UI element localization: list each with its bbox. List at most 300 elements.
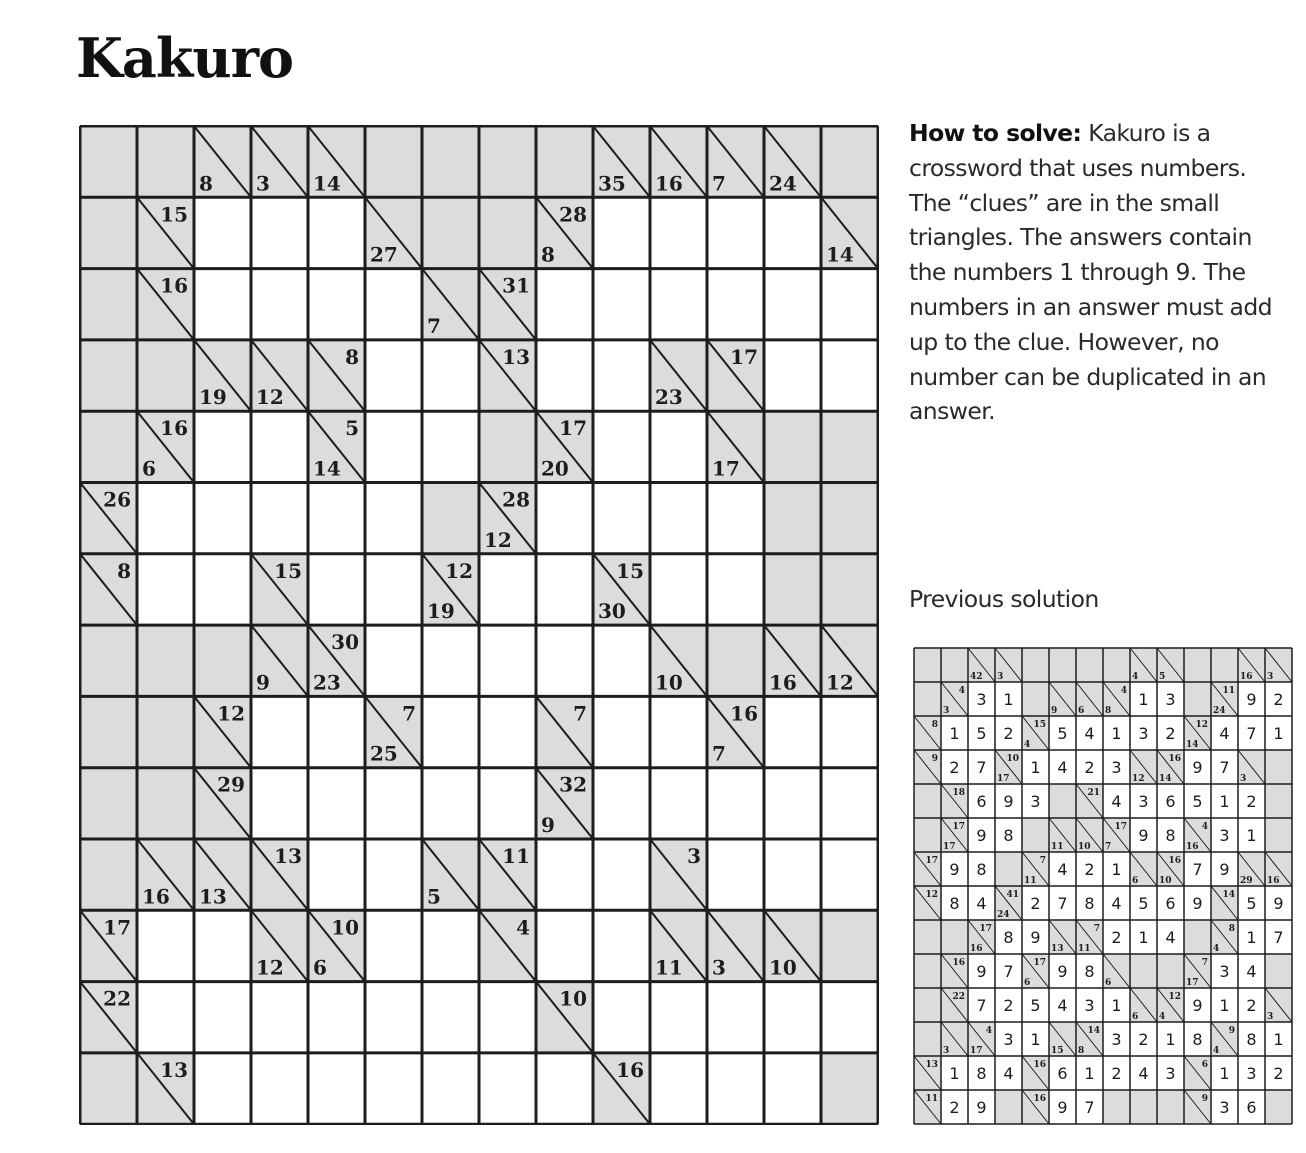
answer-cell[interactable] — [479, 696, 536, 767]
answer-cell[interactable] — [308, 839, 365, 910]
clue-across: 14 — [1087, 1026, 1100, 1036]
answer-cell[interactable] — [422, 1053, 479, 1124]
solution-digit: 6 — [976, 791, 987, 811]
solution-digit: 9 — [1192, 893, 1203, 913]
clue-across: 41 — [1006, 890, 1019, 900]
clue-down: 7 — [1105, 842, 1112, 852]
block-cell — [995, 852, 1022, 886]
answer-cell[interactable] — [593, 411, 650, 482]
solution-digit: 5 — [1138, 893, 1149, 913]
answer-cell[interactable] — [821, 839, 878, 910]
solution-digit: 3 — [1003, 1029, 1014, 1049]
clue-across: 7 — [1039, 856, 1046, 866]
clue-across: 28 — [502, 487, 530, 512]
answer-cell[interactable] — [764, 839, 821, 910]
answer-cell[interactable] — [194, 197, 251, 268]
answer-cell[interactable] — [707, 768, 764, 839]
block-cell — [914, 988, 941, 1022]
clue-down: 9 — [541, 813, 555, 837]
clue-across: 4 — [958, 686, 965, 696]
answer-cell[interactable] — [650, 768, 707, 839]
answer-cell[interactable] — [422, 340, 479, 411]
block-cell — [914, 818, 941, 852]
solution-digit: 8 — [1165, 825, 1176, 845]
answer-cell[interactable] — [650, 197, 707, 268]
answer-cell[interactable] — [707, 839, 764, 910]
answer-cell[interactable] — [422, 696, 479, 767]
block-cell — [80, 768, 137, 839]
clue-across: 4 — [1120, 686, 1127, 696]
clue-across: 17 — [1114, 822, 1127, 832]
block-cell — [80, 126, 137, 197]
solution-digit: 2 — [1003, 723, 1014, 743]
answer-cell[interactable] — [308, 554, 365, 625]
clue-across: 22 — [103, 986, 131, 1011]
answer-cell[interactable] — [821, 696, 878, 767]
answer-cell[interactable] — [251, 411, 308, 482]
solution-digit: 1 — [949, 723, 960, 743]
clue-down: 4 — [1159, 1012, 1166, 1022]
answer-cell[interactable] — [308, 696, 365, 767]
answer-cell[interactable] — [593, 483, 650, 554]
answer-cell[interactable] — [422, 625, 479, 696]
answer-cell[interactable] — [593, 625, 650, 696]
answer-cell[interactable] — [194, 910, 251, 981]
clue-across: 17 — [1033, 958, 1046, 968]
clue-down: 16 — [1186, 842, 1199, 852]
answer-cell[interactable] — [650, 269, 707, 340]
block-cell — [137, 625, 194, 696]
answer-cell[interactable] — [536, 625, 593, 696]
previous-solution-grid — [913, 647, 1293, 1125]
clue-down: 3 — [712, 955, 726, 980]
clue-across: 10 — [559, 986, 587, 1011]
block-cell — [479, 411, 536, 482]
clue-down: 9 — [1051, 706, 1058, 716]
clue-down: 10 — [1159, 876, 1172, 886]
answer-cell[interactable] — [764, 696, 821, 767]
answer-cell[interactable] — [593, 340, 650, 411]
solution-digit: 9 — [1219, 859, 1230, 879]
clue-down: 14 — [313, 171, 341, 196]
solution-digit: 5 — [1246, 893, 1257, 913]
answer-cell[interactable] — [479, 625, 536, 696]
clue-across: 18 — [952, 788, 965, 798]
answer-cell[interactable] — [365, 910, 422, 981]
solution-digit: 9 — [1057, 1097, 1068, 1117]
block-cell — [479, 126, 536, 197]
clue-across: 13 — [160, 1057, 188, 1082]
answer-cell[interactable] — [308, 197, 365, 268]
solution-digit: 1 — [1273, 723, 1284, 743]
answer-cell[interactable] — [251, 483, 308, 554]
solution-digit: 9 — [1192, 757, 1203, 777]
block-cell — [479, 197, 536, 268]
solution-digit: 3 — [1219, 961, 1230, 981]
answer-cell[interactable] — [365, 340, 422, 411]
solution-digit: 3 — [1111, 1029, 1122, 1049]
solution-digit: 8 — [1246, 1029, 1257, 1049]
clue-across: 3 — [687, 844, 701, 868]
answer-cell[interactable] — [593, 768, 650, 839]
clue-down: 8 — [1078, 1046, 1085, 1056]
answer-cell[interactable] — [764, 269, 821, 340]
answer-cell[interactable] — [650, 411, 707, 482]
answer-cell[interactable] — [536, 839, 593, 910]
answer-cell[interactable] — [137, 483, 194, 554]
clue-down: 8 — [1105, 706, 1112, 716]
clue-down: 16 — [1267, 876, 1280, 886]
clue-down: 20 — [541, 456, 569, 481]
solution-digit: 2 — [1111, 1063, 1122, 1083]
clue-down: 35 — [598, 171, 626, 196]
answer-cell[interactable] — [593, 696, 650, 767]
clue-down: 17 — [970, 1046, 983, 1056]
answer-cell[interactable] — [593, 197, 650, 268]
answer-cell[interactable] — [251, 982, 308, 1053]
solution-digit: 4 — [1111, 791, 1122, 811]
clue-down: 8 — [199, 171, 213, 196]
answer-cell[interactable] — [308, 768, 365, 839]
clue-across: 32 — [559, 772, 587, 797]
clue-across: 16 — [1033, 1094, 1046, 1104]
answer-cell[interactable] — [536, 554, 593, 625]
answer-cell[interactable] — [593, 910, 650, 981]
clue-down: 16 — [142, 884, 170, 909]
answer-cell[interactable] — [650, 1053, 707, 1124]
solution-digit: 1 — [1111, 723, 1122, 743]
clue-across: 10 — [1006, 754, 1019, 764]
block-cell — [1076, 648, 1103, 682]
answer-cell[interactable] — [536, 483, 593, 554]
clue-across: 16 — [1168, 754, 1181, 764]
solution-digit: 8 — [1084, 961, 1095, 981]
answer-cell[interactable] — [365, 554, 422, 625]
clue-down: 11 — [655, 955, 683, 980]
answer-cell[interactable] — [308, 1053, 365, 1124]
clue-across: 15 — [274, 558, 302, 583]
answer-cell[interactable] — [251, 768, 308, 839]
answer-cell[interactable] — [251, 1053, 308, 1124]
block-cell — [422, 126, 479, 197]
block-cell — [821, 411, 878, 482]
solution-digit: 6 — [1165, 893, 1176, 913]
answer-cell[interactable] — [821, 269, 878, 340]
answer-cell[interactable] — [137, 910, 194, 981]
solution-digit: 1 — [1111, 859, 1122, 879]
clue-across: 22 — [952, 992, 965, 1002]
clue-down: 3 — [943, 1046, 950, 1056]
answer-cell[interactable] — [365, 411, 422, 482]
answer-cell[interactable] — [707, 982, 764, 1053]
solution-digit: 3 — [1165, 689, 1176, 709]
solution-digit: 3 — [976, 689, 987, 709]
block-cell — [914, 920, 941, 954]
clue-down: 3 — [943, 706, 950, 716]
clue-down: 6 — [1132, 1012, 1139, 1022]
answer-cell[interactable] — [308, 982, 365, 1053]
answer-cell[interactable] — [650, 483, 707, 554]
clue-down: 14 — [826, 242, 854, 267]
solution-digit: 2 — [1246, 791, 1257, 811]
block-cell — [941, 920, 968, 954]
answer-cell[interactable] — [536, 910, 593, 981]
solution-digit: 1 — [1138, 927, 1149, 947]
clue-down: 12 — [256, 955, 284, 980]
clue-down: 30 — [598, 599, 626, 624]
clue-across: 17 — [103, 915, 131, 940]
solution-digit: 2 — [1084, 757, 1095, 777]
answer-cell[interactable] — [593, 839, 650, 910]
answer-cell[interactable] — [251, 696, 308, 767]
clue-down: 3 — [1240, 774, 1247, 784]
block-cell — [914, 682, 941, 716]
clue-across: 11 — [1222, 686, 1235, 696]
solution-digit: 7 — [1084, 1097, 1095, 1117]
answer-cell[interactable] — [422, 910, 479, 981]
clue-across: 16 — [1033, 1060, 1046, 1070]
answer-cell[interactable] — [764, 982, 821, 1053]
previous-solution-title: Previous solution — [909, 585, 1099, 613]
answer-cell[interactable] — [593, 269, 650, 340]
solution-digit: 7 — [1246, 723, 1257, 743]
solution-digit: 2 — [1273, 689, 1284, 709]
clue-down: 6 — [142, 456, 156, 481]
clue-across: 8 — [345, 344, 359, 369]
clue-across: 12 — [445, 558, 473, 583]
clue-down: 24 — [769, 171, 797, 196]
solution-digit: 1 — [1219, 995, 1230, 1015]
solution-digit: 2 — [1246, 995, 1257, 1015]
answer-cell[interactable] — [194, 1053, 251, 1124]
answer-cell[interactable] — [650, 982, 707, 1053]
clue-across: 8 — [931, 720, 938, 730]
clue-down: 16 — [970, 944, 983, 954]
clue-across: 30 — [331, 630, 359, 655]
clue-down: 6 — [1078, 706, 1085, 716]
block-cell — [1022, 682, 1049, 716]
clue-across: 17 — [730, 344, 758, 369]
block-cell — [995, 1090, 1022, 1124]
answer-cell[interactable] — [707, 1053, 764, 1124]
solution-digit: 8 — [1192, 1029, 1203, 1049]
solution-digit: 4 — [1057, 757, 1068, 777]
answer-cell[interactable] — [536, 340, 593, 411]
answer-cell[interactable] — [251, 269, 308, 340]
answer-cell[interactable] — [479, 1053, 536, 1124]
solution-digit: 8 — [976, 859, 987, 879]
answer-cell[interactable] — [536, 269, 593, 340]
answer-cell[interactable] — [650, 696, 707, 767]
answer-cell[interactable] — [821, 982, 878, 1053]
clue-across: 15 — [1033, 720, 1046, 730]
clue-down: 25 — [370, 741, 398, 766]
solution-digit: 7 — [1003, 961, 1014, 981]
clue-down: 4 — [1024, 740, 1031, 750]
answer-cell[interactable] — [764, 1053, 821, 1124]
solution-digit: 6 — [1057, 1063, 1068, 1083]
solution-digit: 4 — [1219, 723, 1230, 743]
answer-cell[interactable] — [137, 982, 194, 1053]
solution-digit: 9 — [1246, 689, 1257, 709]
answer-cell[interactable] — [422, 411, 479, 482]
block-cell — [764, 554, 821, 625]
block-cell — [80, 197, 137, 268]
block-cell — [1265, 750, 1292, 784]
clue-down: 7 — [712, 171, 726, 196]
answer-cell[interactable] — [365, 982, 422, 1053]
block-cell — [1130, 1090, 1157, 1124]
block-cell — [80, 696, 137, 767]
answer-cell[interactable] — [137, 554, 194, 625]
clue-across: 16 — [616, 1057, 644, 1082]
clue-down: 13 — [1051, 944, 1064, 954]
answer-cell[interactable] — [365, 1053, 422, 1124]
solution-digit: 1 — [1273, 1029, 1284, 1049]
answer-cell[interactable] — [707, 483, 764, 554]
answer-cell[interactable] — [479, 982, 536, 1053]
clue-across: 8 — [117, 558, 131, 583]
clue-down: 10 — [655, 670, 683, 695]
clue-down: 12 — [1132, 774, 1145, 784]
clue-down: 24 — [1213, 706, 1226, 716]
solution-digit: 2 — [1165, 723, 1176, 743]
answer-cell[interactable] — [764, 768, 821, 839]
solution-digit: 4 — [1138, 1063, 1149, 1083]
answer-cell[interactable] — [593, 982, 650, 1053]
block-cell — [1022, 818, 1049, 852]
solution-digit: 3 — [1246, 1063, 1257, 1083]
clue-down: 6 — [313, 955, 327, 980]
block-cell — [1211, 648, 1238, 682]
clue-across: 7 — [1093, 924, 1100, 934]
solution-digit: 5 — [1192, 791, 1203, 811]
answer-cell[interactable] — [707, 269, 764, 340]
block-cell — [914, 1022, 941, 1056]
clue-across: 13 — [502, 344, 530, 369]
clue-down: 12 — [484, 527, 512, 552]
clue-down: 24 — [997, 910, 1010, 920]
answer-cell[interactable] — [365, 768, 422, 839]
clue-across: 14 — [1222, 890, 1235, 900]
block-cell — [536, 126, 593, 197]
block-cell — [821, 1053, 878, 1124]
solution-digit: 3 — [1111, 757, 1122, 777]
answer-cell[interactable] — [194, 982, 251, 1053]
clue-down: 6 — [1024, 978, 1031, 988]
answer-cell[interactable] — [194, 411, 251, 482]
answer-cell[interactable] — [365, 839, 422, 910]
block-cell — [1265, 784, 1292, 818]
answer-cell[interactable] — [365, 483, 422, 554]
answer-cell[interactable] — [194, 269, 251, 340]
solution-digit: 1 — [1165, 1029, 1176, 1049]
solution-digit: 9 — [1192, 995, 1203, 1015]
solution-digit: 3 — [1138, 791, 1149, 811]
clue-down: 14 — [1186, 740, 1199, 750]
solution-digit: 1 — [1030, 1029, 1041, 1049]
answer-cell[interactable] — [821, 768, 878, 839]
answer-cell[interactable] — [536, 1053, 593, 1124]
clue-down: 7 — [427, 313, 441, 338]
clue-across: 5 — [345, 416, 359, 441]
solution-digit: 4 — [1003, 1063, 1014, 1083]
answer-cell[interactable] — [422, 982, 479, 1053]
clue-down: 16 — [769, 670, 797, 695]
clue-down: 10 — [769, 955, 797, 980]
answer-cell[interactable] — [821, 340, 878, 411]
solution-digit: 2 — [1111, 927, 1122, 947]
clue-down: 7 — [712, 741, 726, 766]
solution-digit: 7 — [1192, 859, 1203, 879]
answer-cell[interactable] — [365, 269, 422, 340]
block-cell — [80, 839, 137, 910]
clue-across: 8 — [1228, 924, 1235, 934]
clue-down: 8 — [541, 242, 555, 267]
answer-cell[interactable] — [194, 483, 251, 554]
block-cell — [1022, 648, 1049, 682]
block-cell — [1265, 954, 1292, 988]
solution-digit: 1 — [1219, 791, 1230, 811]
clue-down: 17 — [943, 842, 956, 852]
clue-across: 13 — [274, 844, 302, 868]
block-cell — [80, 625, 137, 696]
clue-down: 3 — [997, 672, 1004, 682]
solution-digit: 9 — [976, 825, 987, 845]
solution-digit: 3 — [1219, 825, 1230, 845]
answer-cell[interactable] — [764, 340, 821, 411]
block-cell — [764, 483, 821, 554]
solution-digit: 2 — [1003, 995, 1014, 1015]
solution-digit: 9 — [1030, 927, 1041, 947]
answer-cell[interactable] — [422, 768, 479, 839]
solution-digit: 4 — [1057, 995, 1068, 1015]
solution-digit: 7 — [1219, 757, 1230, 777]
answer-cell[interactable] — [764, 197, 821, 268]
answer-cell[interactable] — [479, 554, 536, 625]
block-cell — [1103, 648, 1130, 682]
clue-across: 6 — [1201, 1060, 1208, 1070]
answer-cell[interactable] — [707, 554, 764, 625]
clue-across: 13 — [925, 1060, 938, 1070]
solution-digit: 5 — [1030, 995, 1041, 1015]
answer-cell[interactable] — [308, 269, 365, 340]
answer-cell[interactable] — [650, 554, 707, 625]
clue-across: 17 — [925, 856, 938, 866]
block-cell — [1265, 818, 1292, 852]
answer-cell[interactable] — [194, 554, 251, 625]
answer-cell[interactable] — [365, 625, 422, 696]
solution-digit: 2 — [949, 757, 960, 777]
solution-digit: 2 — [1084, 859, 1095, 879]
solution-digit: 4 — [1111, 893, 1122, 913]
answer-cell[interactable] — [479, 768, 536, 839]
solution-digit: 1 — [1084, 1063, 1095, 1083]
block-cell — [80, 340, 137, 411]
answer-cell[interactable] — [308, 483, 365, 554]
solution-digit: 9 — [949, 859, 960, 879]
solution-digit: 3 — [1084, 995, 1095, 1015]
block-cell — [821, 554, 878, 625]
clue-across: 16 — [952, 958, 965, 968]
block-cell — [941, 648, 968, 682]
clue-down: 5 — [427, 884, 441, 909]
block-cell — [137, 340, 194, 411]
answer-cell[interactable] — [707, 197, 764, 268]
solution-digit: 8 — [976, 1063, 987, 1083]
answer-cell[interactable] — [251, 197, 308, 268]
solution-digit: 8 — [1084, 893, 1095, 913]
